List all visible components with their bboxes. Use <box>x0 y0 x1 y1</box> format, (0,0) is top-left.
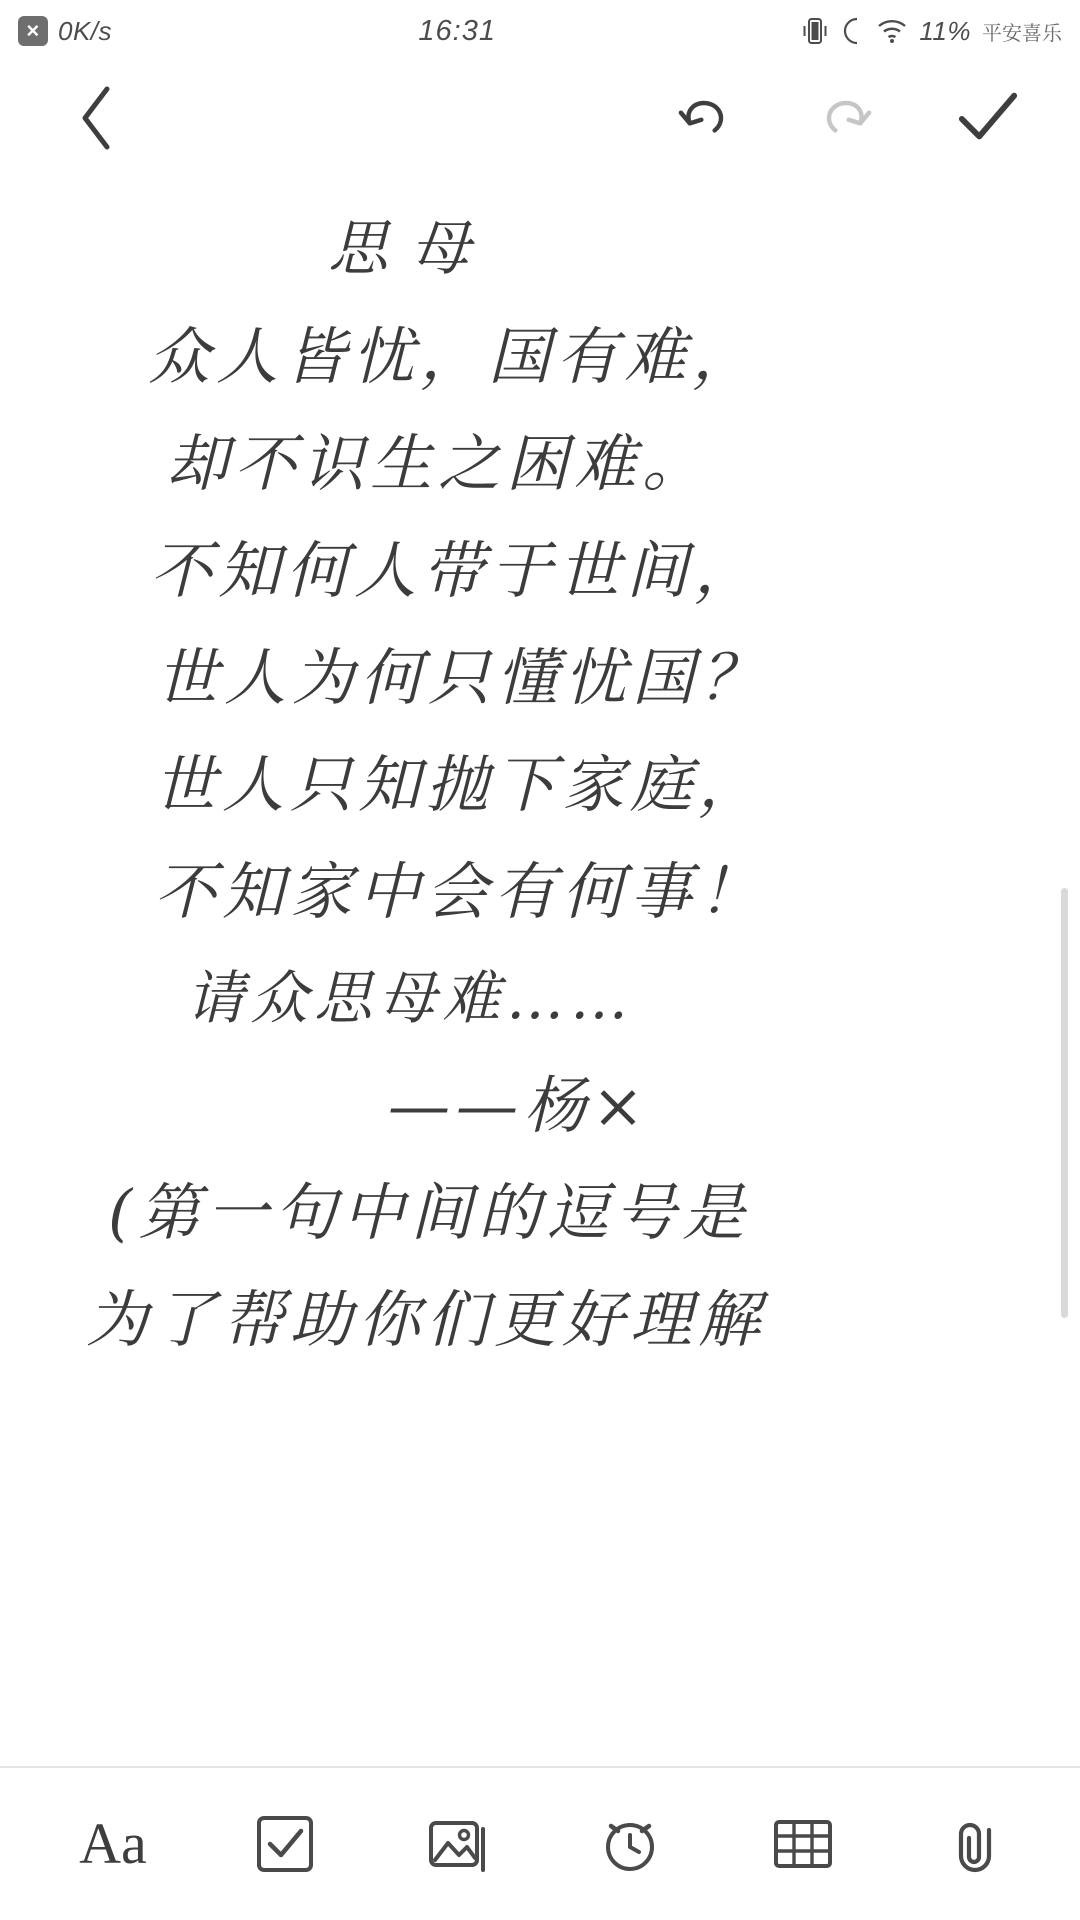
checklist-icon[interactable] <box>242 1801 328 1887</box>
note-line: (第一句中间的逗号是 <box>108 1176 751 1249</box>
table-icon[interactable] <box>760 1801 846 1887</box>
editor-toolbar <box>0 62 1080 174</box>
status-bar-brand-label: 平安喜乐 <box>982 22 1062 45</box>
note-line: 不知何人带于世间， <box>150 534 763 607</box>
network-speed-label: 0K/s <box>58 15 113 46</box>
status-bar-left <box>18 16 112 47</box>
clock-label: 16:31 <box>418 14 496 47</box>
font-format-label: Aa <box>79 1811 147 1876</box>
scrollbar[interactable] <box>1067 188 1074 1740</box>
x-icon: × <box>18 16 48 46</box>
note-line: 请众思母难…… <box>186 964 635 1032</box>
note-line: 却不识生之困难。 <box>166 427 711 500</box>
back-button[interactable] <box>66 86 130 150</box>
redo-button[interactable] <box>814 86 878 150</box>
battery-percent-label: 11% <box>919 15 971 46</box>
note-line: 世人为何只懂忧国？ <box>156 641 769 714</box>
scrollbar-thumb[interactable] <box>1061 888 1068 1318</box>
alarm-icon[interactable] <box>587 1801 673 1887</box>
note-line: 世人只知抛下家庭， <box>154 748 767 821</box>
attachment-icon[interactable] <box>932 1801 1018 1887</box>
toolbar-actions <box>672 86 1020 150</box>
bottom-toolbar <box>0 1766 1080 1920</box>
note-content-area[interactable] <box>0 174 1080 1766</box>
image-icon[interactable] <box>415 1801 501 1887</box>
undo-button[interactable] <box>672 86 736 150</box>
note-line: 众人皆忧，国有难， <box>148 320 761 393</box>
moon-icon <box>839 17 865 45</box>
status-bar-right <box>802 16 1062 47</box>
note-line: ——杨× <box>388 1069 650 1142</box>
font-format-icon[interactable] <box>70 1801 156 1887</box>
note-text[interactable] <box>38 196 1042 1373</box>
wifi-icon <box>876 18 908 44</box>
done-check-button[interactable] <box>956 86 1020 150</box>
note-line: 不知家中会有何事！ <box>154 855 767 928</box>
status-bar <box>0 0 1080 62</box>
note-title-line: 思母 <box>328 214 492 284</box>
note-line: 为了帮助你们更好理解 <box>86 1283 767 1356</box>
vibrate-icon <box>802 16 828 46</box>
